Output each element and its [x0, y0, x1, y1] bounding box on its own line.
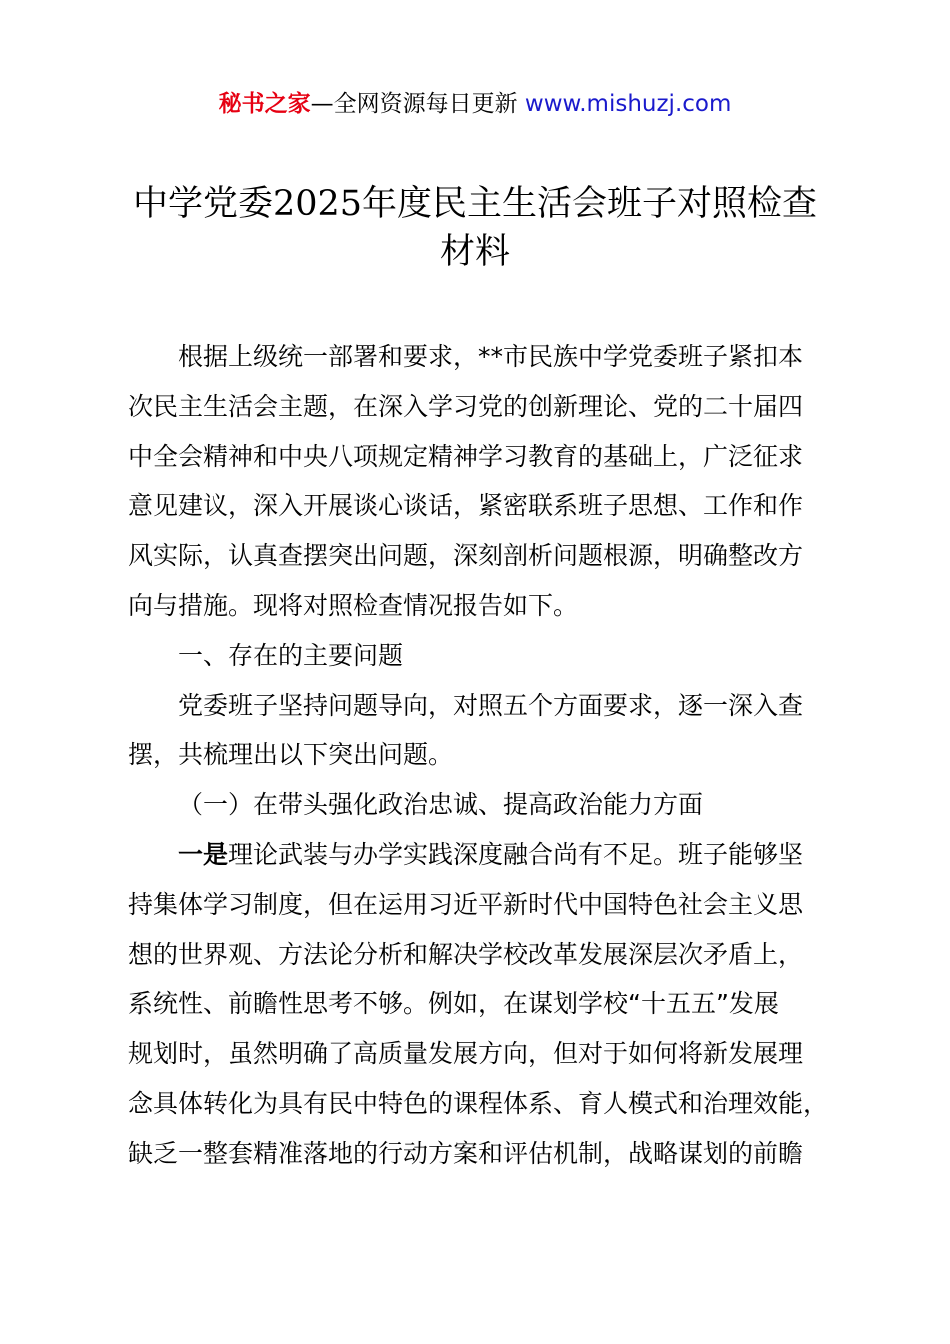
point-lead: 一是 — [178, 839, 229, 869]
paragraph-line: 持集体学习制度，但在运用习近平新时代中国特色社会主义思 — [128, 889, 804, 919]
site-banner — [0, 88, 950, 120]
document-title — [120, 180, 830, 276]
paragraph-line: 党委班子坚持问题导向，对照五个方面要求，逐一深入查 — [178, 690, 804, 720]
paragraph-line: 向与措施。现将对照检查情况报告如下。 — [128, 590, 579, 620]
banner-brand: 秘书之家 — [218, 91, 311, 117]
section-heading: 一、存在的主要问题 — [178, 640, 404, 670]
banner-tagline: —全网资源每日更新 — [310, 91, 518, 117]
document-body — [128, 332, 838, 1179]
banner-url-link[interactable]: www.mishuzj.com — [524, 91, 732, 117]
paragraph-line: 风实际，认真查摆突出问题，深刻剖析问题根源，明确整改方 — [128, 541, 804, 571]
point-first-line — [128, 830, 838, 880]
paragraph-line: 念具体转化为具有民中特色的课程体系、育人模式和治理效能， — [128, 1088, 829, 1118]
paragraph-line: 系统性、前瞻性思考不够。例如，在谋划学校“十五五”发展 — [128, 989, 779, 1019]
paragraph-line: 根据上级统一部署和要求，**市民族中学党委班子紧扣本 — [178, 342, 804, 371]
paragraph-line: 缺乏一整套精准落地的行动方案和评估机制，战略谋划的前瞻 — [128, 1138, 804, 1168]
paragraph-line: 摆，共梳理出以下突出问题。 — [128, 740, 454, 770]
title-line-1: 中学党委2025年度民主生活会班子对照检查 — [132, 184, 818, 224]
paragraph-line: 规划时，虽然明确了高质量发展方向，但对于如何将新发展理 — [128, 1039, 804, 1069]
paragraph-line: 想的世界观、方法论分析和解决学校改革发展深层次矛盾上， — [128, 939, 804, 969]
paragraph-line: 次民主生活会主题，在深入学习党的创新理论、党的二十届四 — [128, 391, 804, 421]
point-first-line-text: 理论武装与办学实践深度融合尚有不足。班子能够坚 — [228, 839, 804, 869]
subsection-heading: （一）在带头强化政治忠诚、提高政治能力方面 — [178, 790, 704, 820]
paragraph-line: 中全会精神和中央八项规定精神学习教育的基础上，广泛征求 — [128, 441, 804, 471]
title-line-2: 材料 — [439, 232, 510, 272]
paragraph-line: 意见建议，深入开展谈心谈话，紧密联系班子思想、工作和作 — [128, 491, 804, 521]
